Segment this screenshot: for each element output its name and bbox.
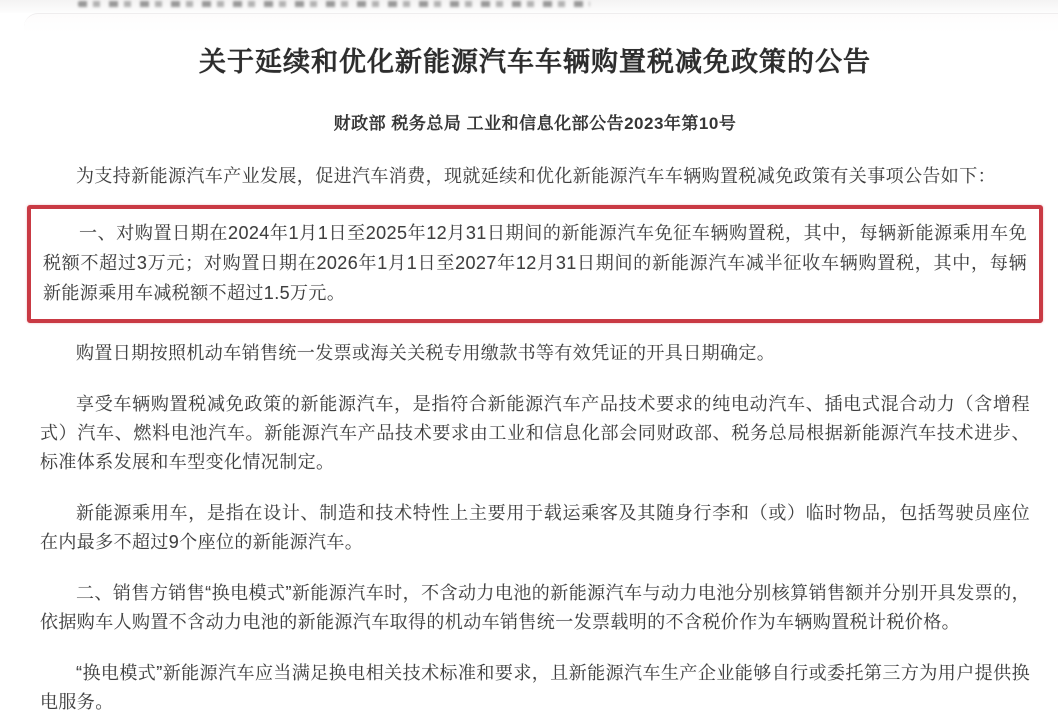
paragraph-purchase-date: 购置日期按照机动车销售统一发票或海关关税专用缴款书等有效凭证的开具日期确定。: [76, 343, 776, 363]
cropped-header-strip: [0, 0, 1058, 13]
paragraph-article-1-highlighted: 一、对购置日期在2024年1月1日至2025年12月31日期间的新能源汽车免征车辆购置税，其中，每辆新能源乘用车免税额不超过3万元；对购置日期在2026年1月1日至2027年12月31日期间的新能源汽车减半征收车辆购置税，其中，每辆新能源乘用车减税额不超过1.5万元。: [43, 223, 1027, 303]
paragraph-article-2-battery-swap: 二、销售方销售“换电模式”新能源汽车时，不含动力电池的新能源汽车与动力电池分别核算销售额并分别开具发票的，依据购车人购置不含动力电池的新能源汽车取得的机动车销售统一发票载明的不含税价作为车辆购置税计税价格。: [40, 583, 1030, 632]
announcement-document: [40, 42, 1030, 717]
paragraph-battery-swap-requirements: “换电模式”新能源汽车应当满足换电相关技术标准和要求，且新能源汽车生产企业能够自行或委托第三方为用户提供换电服务。: [40, 663, 1030, 712]
page-title: 关于延续和优化新能源汽车车辆购置税减免政策的公告: [199, 47, 871, 77]
paragraph-eligible-vehicles: 享受车辆购置税减免政策的新能源汽车，是指符合新能源汽车产品技术要求的纯电动汽车、插电式混合动力（含增程式）汽车、燃料电池汽车。新能源汽车产品技术要求由工业和信息化部会同财政部、税务总局根据新能源汽车技术进步、标准体系发展和车型变化情况制定。: [40, 394, 1030, 472]
red-annotation-box: [27, 205, 1043, 323]
header-divider: [24, 13, 1058, 33]
cropped-header-text-smudge: [78, 1, 590, 7]
document-subtitle: 财政部 税务总局 工业和信息化部公告2023年第10号: [333, 114, 737, 133]
paragraph-intro: 为支持新能源汽车产业发展，促进汽车消费，现就延续和优化新能源汽车车辆购置税减免政策有关事项公告如下：: [76, 166, 996, 186]
paragraph-passenger-vehicle-definition: 新能源乘用车，是指在设计、制造和技术特性上主要用于载运乘客及其随身行李和（或）临时物品，包括驾驶员座位在内最多不超过9个座位的新能源汽车。: [40, 503, 1030, 552]
